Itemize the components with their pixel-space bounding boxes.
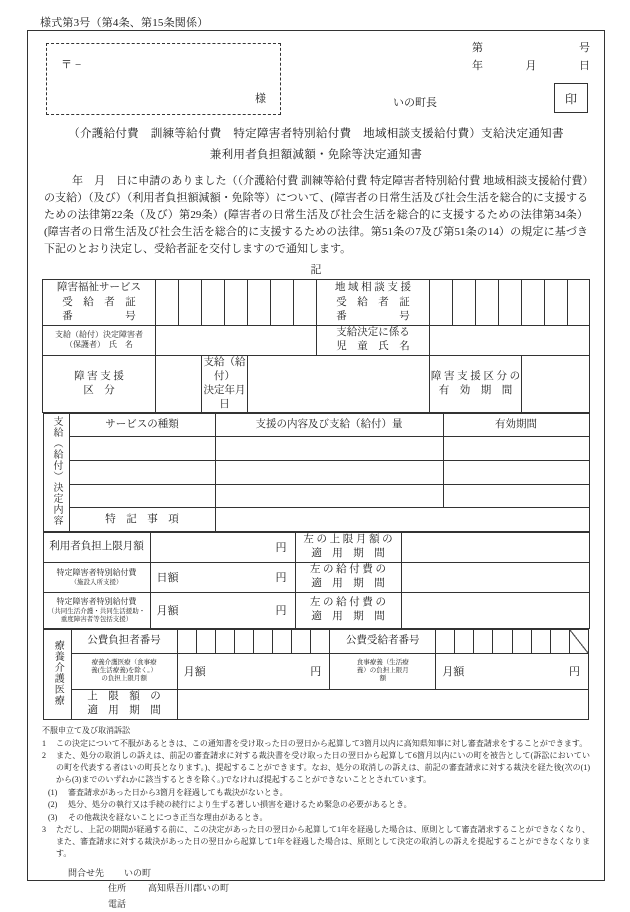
decision-content-table [43, 413, 590, 532]
cell-support-amount[interactable] [215, 436, 443, 460]
table-row [44, 629, 589, 653]
cell-service-type[interactable] [69, 460, 215, 484]
table-row [43, 533, 589, 562]
payer-no-digit[interactable] [311, 629, 330, 653]
notice-item [42, 738, 590, 750]
yen-unit: 円 [310, 666, 322, 679]
label-welfare-recipient-no: 障害福祉サービス 受 給 者 証 番 号 [43, 280, 156, 326]
notice-item [42, 824, 590, 860]
label-disability-class: 障 害 支 援 区 分 [43, 355, 156, 413]
cell-valid-period[interactable] [443, 460, 589, 484]
special-benefit-facility-sub: （施設入所支援） [70, 579, 123, 587]
value-child-name[interactable] [430, 326, 590, 355]
table-row [43, 562, 589, 592]
body-paragraph: 年 月 日に申請のありました（（介護給付費 訓練等給付費 特定障害者特別給付費 地域相談支援給付費）の支給）（及び）（利用者負担額減額・免除等）について、(障害者の日常生活及び社会生活を総合的に支援するための法律第22条（及び）第29条）(障害者の日常生活及び社会生活を総合的に支援するための法律第34条）(障害者の日常生活及び社会生活を総合的に支援するための法律。第51条の7及び第51条の14）の規定に基づき下記のとおり決定し、受給者証を交付しますので通知します。 [44, 175, 588, 256]
seal-box: 印 [554, 83, 588, 113]
cell-remarks[interactable] [215, 508, 589, 532]
regional-no-digit[interactable] [476, 280, 499, 326]
notice-subitem-number: (2) [48, 800, 58, 810]
recipient-no-digit[interactable] [493, 629, 512, 653]
table-row [44, 689, 589, 719]
recipient-no-digit[interactable] [455, 629, 474, 653]
welfare-no-digit[interactable] [225, 280, 248, 326]
zip-line [61, 56, 84, 72]
cell-valid-period[interactable] [443, 484, 589, 508]
contact-phone-row [68, 897, 604, 912]
welfare-no-digit[interactable] [179, 280, 202, 326]
table-row [43, 414, 589, 437]
recipient-info-table [42, 279, 590, 413]
header-service-type: サービスの種類 [69, 414, 215, 437]
label-remarks: 特 記 事 項 [69, 508, 215, 532]
notice-subitem-text: 処分、処分の執行又は手続の続行により生ずる著しい損害を避けるため緊急の必要があるとき。 [68, 800, 412, 810]
recipient-no-digit[interactable] [474, 629, 493, 653]
doc-no-suffix: 号 [579, 42, 590, 54]
recipient-no-digit[interactable] [512, 629, 531, 653]
notice-subitem [42, 799, 590, 811]
notice-item [42, 750, 590, 786]
date-year: 年 [472, 60, 483, 72]
label-child-name: 支給決定に係る 児 童 氏 名 [317, 326, 430, 355]
label-decision-date: 支給（給付） 決定年月日 [202, 355, 248, 413]
payer-no-digit[interactable] [272, 629, 291, 653]
notice-item-text: ただし、上記の期間が経過する前に、この決定があった日の翌日から起算して1年を経過した場合は、原則として審査請求することができなくなり、また、審査請求に対する裁決があった日の翌日から起算して1年を経過した場合は、原則として決定の取消しの訴えを提起することができなくなります。 [56, 825, 590, 859]
value-user-burden-cap[interactable] [150, 533, 295, 562]
label-special-benefit-facility [43, 562, 150, 592]
table-row [44, 653, 589, 689]
label-class-valid-period: 障 害 支 援 区 分 の 有 効 期 間 [430, 355, 522, 413]
payer-no-digit[interactable] [177, 629, 196, 653]
label-cap-apply-period: 左 の 上 限 月 額 の 適 用 期 間 [295, 533, 401, 562]
zip-mark: 〒 [61, 59, 75, 71]
addressee-suffix: 様 [255, 93, 266, 105]
contact-label: 問合せ先 [68, 868, 105, 879]
contact-org: いの町 [124, 868, 152, 879]
cell-support-amount[interactable] [215, 460, 443, 484]
ki-marker: 記 [310, 264, 322, 277]
value-decision-person-name[interactable] [156, 326, 317, 355]
regional-no-digit[interactable] [545, 280, 568, 326]
value-benefit-apply-period[interactable] [401, 592, 589, 628]
cell-support-amount[interactable] [215, 484, 443, 508]
notice-item-number: 1 [42, 738, 46, 748]
label-regional-recipient-no: 地 域 相 談 支 援 受 給 者 証 番 号 [317, 280, 430, 326]
special-benefit-group-sub1: （共同生活介護・共同生活援助・ [47, 608, 146, 616]
contact-block [68, 866, 604, 912]
medical-care-table [43, 629, 589, 720]
cell-service-type[interactable] [69, 436, 215, 460]
table-row [43, 508, 589, 532]
contact-phone-label: 電話 [108, 898, 127, 909]
monthly-unit-label: 月額 [442, 666, 465, 679]
yen-unit: 円 [569, 666, 580, 679]
form-number: 様式第3号（第4条、第15条関係） [40, 17, 209, 29]
table-row [43, 355, 590, 413]
notice-subitem [42, 787, 590, 799]
payer-no-digit[interactable] [215, 629, 234, 653]
cell-service-type[interactable] [69, 484, 215, 508]
special-benefit-group-sub2: 重度障害者等包括支援） [60, 616, 133, 624]
notice-subitem-number: (1) [48, 787, 58, 797]
label-decision-content-vertical: 支給（給付）決定内容 [43, 414, 69, 532]
payer-no-digit[interactable] [196, 629, 215, 653]
label-medical-care-vertical: 療養介護医療 [44, 629, 72, 719]
notice-item-number: 3 [42, 825, 46, 835]
cell-valid-period[interactable] [443, 436, 589, 460]
notice-subitem-number: (3) [48, 812, 58, 822]
welfare-no-digit[interactable] [202, 280, 225, 326]
label-special-benefit-group [43, 592, 150, 628]
addressee-box[interactable] [46, 43, 281, 115]
value-special-benefit-group[interactable] [150, 592, 295, 628]
value-cap-apply-period[interactable] [401, 533, 589, 562]
notice-subitem-text: その他裁決を経ないことにつき正当な理由があるとき。 [68, 812, 268, 822]
notice-item-number: 2 [42, 751, 46, 761]
table-row [43, 484, 589, 508]
welfare-no-digit[interactable] [156, 280, 179, 326]
zip-dash: − [75, 59, 85, 71]
yen-unit: 円 [275, 542, 287, 555]
special-benefit-facility-main: 特定障害者特別給付費 [56, 567, 137, 577]
welfare-no-digit[interactable] [271, 280, 294, 326]
value-decision-date[interactable] [248, 355, 430, 413]
value-disability-class[interactable] [156, 355, 202, 413]
label-meal-care-cap: 食事療養（生活療 養）の負担上限月 額 [330, 653, 436, 689]
contact-address-label: 住所 [108, 883, 127, 894]
payer-no-digit[interactable] [292, 629, 311, 653]
document-date-line [472, 57, 590, 73]
notice-item-text: また、処分の取消しの訴えは、前記の審査請求に対する裁決書を受け取った日の翌日から起算して6箇月以内にいの町を被告として(訴訟においていの町を代表する者はいの町長となります。)、提起することができます。なお、処分の取消しの訴えは、前記の審査請求に対する裁決を経た後(次の(1)から(3)までのいずれかに該当するときを除く。)でなければ提起することができないこととされています。 [56, 751, 590, 785]
table-row [43, 326, 590, 355]
table-row [43, 280, 590, 326]
label-user-burden-cap: 利用者負担上限月額 [43, 533, 150, 562]
document-title-line2: 兼利用者負担額減額・免除等決定通知書 [209, 149, 423, 161]
burden-benefit-table [43, 532, 590, 628]
document-number-block [472, 39, 590, 75]
regional-no-digit[interactable] [453, 280, 476, 326]
header-valid-period: 有効期間 [443, 414, 589, 437]
value-benefit-apply-period[interactable] [401, 562, 589, 592]
regional-no-digit[interactable] [499, 280, 522, 326]
regional-no-digit[interactable] [522, 280, 545, 326]
form-outer-frame [27, 30, 605, 909]
appeal-notice-section [42, 725, 590, 861]
value-class-valid-period[interactable] [522, 355, 590, 413]
form-header [28, 31, 604, 123]
regional-no-digit[interactable] [430, 280, 453, 326]
table-row [43, 460, 589, 484]
document-title-line1: （介護給付費 訓練等給付費 特定障害者特別給付費 地域相談支援給付費）支給決定通知書 [68, 128, 564, 140]
label-public-recipient-no: 公費受給者番号 [330, 629, 436, 653]
special-benefit-group-main: 特定障害者特別給付費 [56, 596, 137, 606]
date-day: 日 [579, 60, 590, 72]
table-row [43, 436, 589, 460]
document-number-line [472, 39, 590, 55]
label-benefit-apply-period: 左 の 給 付 費 の 適 用 期 間 [295, 592, 401, 628]
yen-unit: 円 [275, 572, 287, 585]
value-meal-care-cap[interactable] [436, 653, 589, 689]
label-medical-cap-period: 上 限 額 の 適 用 期 間 [71, 689, 177, 719]
contact-address-row [68, 881, 604, 896]
label-benefit-apply-period: 左 の 給 付 費 の 適 用 期 間 [295, 562, 401, 592]
notice-subitem [42, 812, 590, 824]
date-month: 月 [525, 60, 537, 72]
label-decision-person-name: 支給（給付）決定障害者 （保護者） 氏 名 [43, 326, 156, 355]
label-public-payer-no: 公費負担者番号 [71, 629, 177, 653]
payer-no-digit[interactable] [234, 629, 253, 653]
value-medical-cap-period[interactable] [177, 689, 588, 719]
contact-org-row [68, 866, 604, 881]
monthly-unit-label: 月額 [183, 666, 206, 679]
monthly-unit-label: 月額 [156, 605, 179, 618]
yen-unit: 円 [275, 605, 287, 618]
notice-heading: 不服申立て及び取消訴訟 [42, 725, 130, 735]
value-medical-care-cap[interactable] [177, 653, 330, 689]
payer-no-digit[interactable] [253, 629, 272, 653]
contact-address-value: 高知県吾川郡いの町 [148, 883, 230, 894]
daily-unit-label: 日額 [156, 572, 179, 585]
welfare-no-digit[interactable] [248, 280, 271, 326]
issuer-name: いの町長 [393, 97, 437, 109]
recipient-no-digit[interactable] [436, 629, 455, 653]
table-row [43, 592, 589, 628]
recipient-no-digit-struck[interactable] [569, 629, 588, 653]
label-medical-care-cap: 療養介護医療（食事療 養(生活療養)を除く。） の負担上限月額 [71, 653, 177, 689]
value-special-benefit-facility[interactable] [150, 562, 295, 592]
welfare-no-digit[interactable] [294, 280, 317, 326]
notice-subitem-text: 審査請求があった日から3箇月を経過しても裁決がないとき。 [68, 787, 288, 797]
title-block [28, 125, 604, 162]
recipient-no-digit[interactable] [550, 629, 569, 653]
recipient-no-digit[interactable] [531, 629, 550, 653]
header-support-amount: 支援の内容及び支給（給付）量 [215, 414, 443, 437]
regional-no-digit[interactable] [568, 280, 590, 326]
notice-item-text: この決定について不服があるときは、この通知書を受け取った日の翌日から起算して3箇月以内に高知県知事に対し審査請求をすることができます。 [56, 738, 588, 748]
doc-no-prefix: 第 [472, 42, 483, 54]
